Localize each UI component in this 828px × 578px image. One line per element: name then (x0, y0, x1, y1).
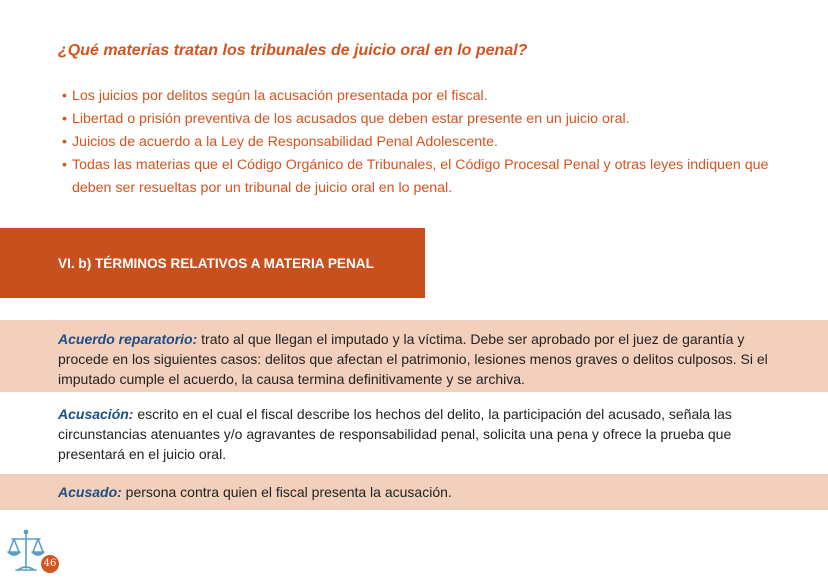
section-title: VI. b) TÉRMINOS RELATIVOS A MATERIA PENAL (58, 256, 374, 271)
list-item-text: Libertad o prisión preventiva de los acusados que deben estar presente en un juicio oral. (72, 111, 630, 127)
list-item-text: Juicios de acuerdo a la Ley de Responsabilidad Penal Adolescente. (72, 134, 498, 150)
bullet-marker: • (62, 88, 67, 104)
definition-term: Acusación: (58, 406, 134, 422)
list-item (58, 131, 778, 154)
definition-text: persona contra quien el fiscal presenta la acusación. (121, 484, 452, 500)
bullet-marker: • (62, 157, 67, 173)
page-question-heading: ¿Qué materias tratan los tribunales de juicio oral en lo penal? (58, 42, 528, 59)
court-matters-list (58, 85, 778, 200)
definition-acusado (0, 474, 828, 510)
definition-acusacion (0, 397, 828, 465)
definition-term: Acusado: (58, 484, 122, 500)
list-item-text: Todas las materias que el Código Orgánico de Tribunales, el Código Procesal Penal y otras leyes indiquen que deben ser resueltas por un tribunal de juicio oral en lo penal. (72, 157, 769, 196)
definition-acuerdo-reparatorio (0, 320, 828, 392)
bullet-marker: • (62, 134, 67, 150)
page-number-badge: 46 (41, 555, 59, 573)
list-item-text: Los juicios por delitos según la acusación presentada por el fiscal. (72, 88, 488, 104)
definition-text: trato al que llegan el imputado y la víctima. Debe ser aprobado por el juez de garantía y procede en los siguientes casos: delitos que afectan el patrimonio, lesiones menos graves o delitos culposos. Si el imputado cumple el acuerdo, la causa termina definitivamente y se archiva. (58, 331, 768, 387)
definition-text: escrito en el cual el fiscal describe los hechos del delito, la participación del acusado, señala las circunstancias atenuantes y/o agravantes de responsabilidad penal, solicita una pena y ofrece la prueba que presentará en el juicio oral. (58, 406, 732, 462)
list-item (58, 154, 778, 200)
list-item (58, 85, 778, 108)
definition-term: Acuerdo reparatorio: (58, 331, 198, 347)
bullet-marker: • (62, 111, 67, 127)
list-item (58, 108, 778, 131)
